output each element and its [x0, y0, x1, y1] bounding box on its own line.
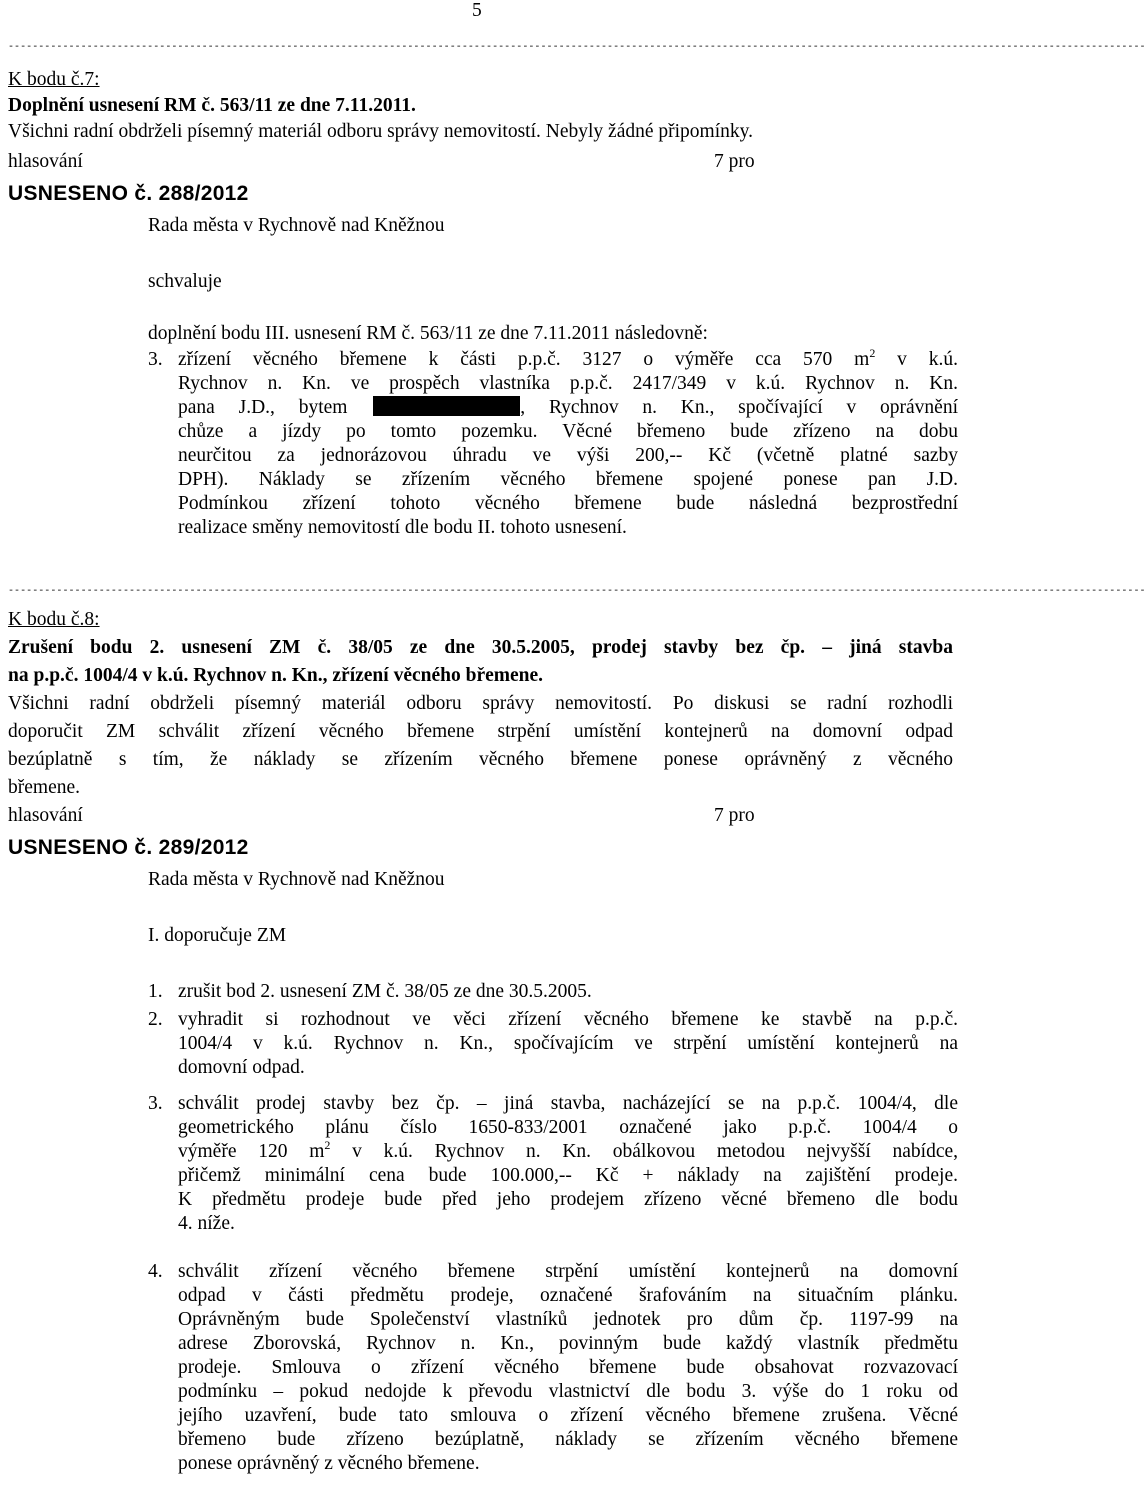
resolution-item-4	[148, 1260, 958, 1510]
item-text: vyhradit si rozhodnout ve věci zřízení věcného břemene ke stavbě na p.p.č. 1004/4 v k.ú. Rychnov n. Kn., spočívajícím ve strpění umístění kontejnerů na domovní odpad.	[178, 1009, 958, 1078]
separator-line: --------------------------------------------------------------------------------------------------------------------------------------------------------------------------------------------	[8, 42, 1146, 53]
resolution-item-3	[148, 348, 958, 578]
vote-result: 7 pro	[714, 151, 755, 172]
separator-line: --------------------------------------------------------------------------------------------------------------------------------------------------------------------------------------------	[8, 586, 1146, 597]
section-8-paragraph-line: břemene.	[8, 777, 81, 798]
item-text: schválit zřízení věcného břemene strpění umístění kontejnerů na domovní odpad v části předmětu prodeje, označené šrafováním na situačním plánku. Oprávněným bude Společenství vlastníků jednotek pro dům čp. 1197-99 na adrese Zborovská, Rychnov n. Kn., povinným bude každý vlastník předmětu prodeje. Smlouva o zřízení věcného břemene bude obsahovat rozvazovací podmínku – pokud nedojde k převodu vlastnictví dle bodu 3. výše do 1 roku od jejího uzavření, bude tato smlouva o zřízení věcného břemene zrušena. Věcné břemeno bude zřízeno bezúplatně, náklady se zřízením věcného břemene ponese oprávněný z věcného břemene.	[178, 1261, 958, 1474]
recommendation-heading: I. doporučuje ZM	[148, 925, 287, 946]
vote-label: hlasování	[8, 805, 83, 826]
resolution-number: USNESENO č. 288/2012	[8, 182, 249, 205]
resolution-item-2	[148, 1008, 958, 1098]
section-8-paragraph-line: bezúplatně s tím, že náklady se zřízením věcného břemene ponese oprávněný z věcného	[8, 749, 953, 770]
item-number: 2.	[148, 1009, 163, 1030]
resolution-verb: schvaluje	[148, 271, 222, 292]
section-7-heading: K bodu č.7:	[8, 69, 100, 90]
section-8-paragraph-line: Všichni radní obdrželi písemný materiál odboru správy nemovitostí. Po diskusi se radní rozhodli	[8, 693, 953, 714]
item-text: zrušit bod 2. usnesení ZM č. 38/05 ze dne 30.5.2005.	[178, 981, 592, 1002]
item-number: 1.	[148, 981, 163, 1002]
vote-result: 7 pro	[714, 805, 755, 826]
item-text: zřízení věcného břemene k části p.p.č. 3127 o výměře cca 570 $m^2$ v k.ú. Rychnov n. Kn. ve prospěch vlastníka p.p.č. 2417/349 v k.ú. Rychnov n. Kn. pana J.D., bytem , Rychnov n. Kn., spočívající v oprávnění chůze a jízdy po tomto pozemku. Věcné břemeno bude zřízeno na dobu neurčitou za jednorázovou úhradu ve výši 200,-- Kč (včetně platné sazby DPH). Náklady se zřízením věcného břemene spojené ponese pan J.D. Podmínkou zřízení tohoto věcného břemene bude následná bezprostřední realizace směny nemovitostí dle bodu II. tohoto usnesení.	[178, 346, 959, 538]
council-name: Rada města v Rychnově nad Kněžnou	[148, 869, 445, 890]
redacted-address	[373, 396, 520, 416]
resolution-item-3	[148, 1092, 958, 1262]
vote-label: hlasování	[8, 151, 83, 172]
section-8-title-line-2: na p.p.č. 1004/4 v k.ú. Rychnov n. Kn., zřízení věcného břemene.	[8, 665, 544, 686]
section-7-intro: Všichni radní obdrželi písemný materiál odboru správy nemovitostí. Nebyly žádné připomínky.	[8, 121, 753, 142]
item-number: 4.	[148, 1261, 163, 1282]
section-8-title-line-1: Zrušení bodu 2. usnesení ZM č. 38/05 ze dne 30.5.2005, prodej stavby bez čp. – jiná stavba	[8, 637, 953, 658]
resolution-number: USNESENO č. 289/2012	[8, 836, 249, 859]
section-8-paragraph-line: doporučit ZM schválit zřízení věcného břemene strpění umístění kontejnerů na domovní odpad	[8, 721, 953, 742]
council-name: Rada města v Rychnově nad Kněžnou	[148, 215, 445, 236]
page-number: 5	[472, 0, 482, 21]
item-text: schválit prodej stavby bez čp. – jiná stavba, nacházející se na p.p.č. 1004/4, dle geometrického plánu číslo 1650-833/2001 označené jako p.p.č. 1004/4 o výměře 120 $m^2$ v k.ú. Rychnov n. Kn. obálkovou metodou nejvyšší nabídce, přičemž minimální cena bude 100.000,-- Kč + náklady na zajištění prodeje. K předmětu prodeje bude před jeho prodejem zřízeno věcné břemeno dle bodu 4. níže.	[178, 1093, 958, 1234]
item-number: 3.	[148, 349, 163, 370]
section-8-heading: K bodu č.8:	[8, 609, 100, 630]
resolution-text: doplnění bodu III. usnesení RM č. 563/11 ze dne 7.11.2011 následovně:	[148, 323, 708, 344]
item-number: 3.	[148, 1093, 163, 1114]
section-7-title: Doplnění usnesení RM č. 563/11 ze dne 7.11.2011.	[8, 95, 416, 116]
resolution-item-1	[148, 980, 958, 1010]
